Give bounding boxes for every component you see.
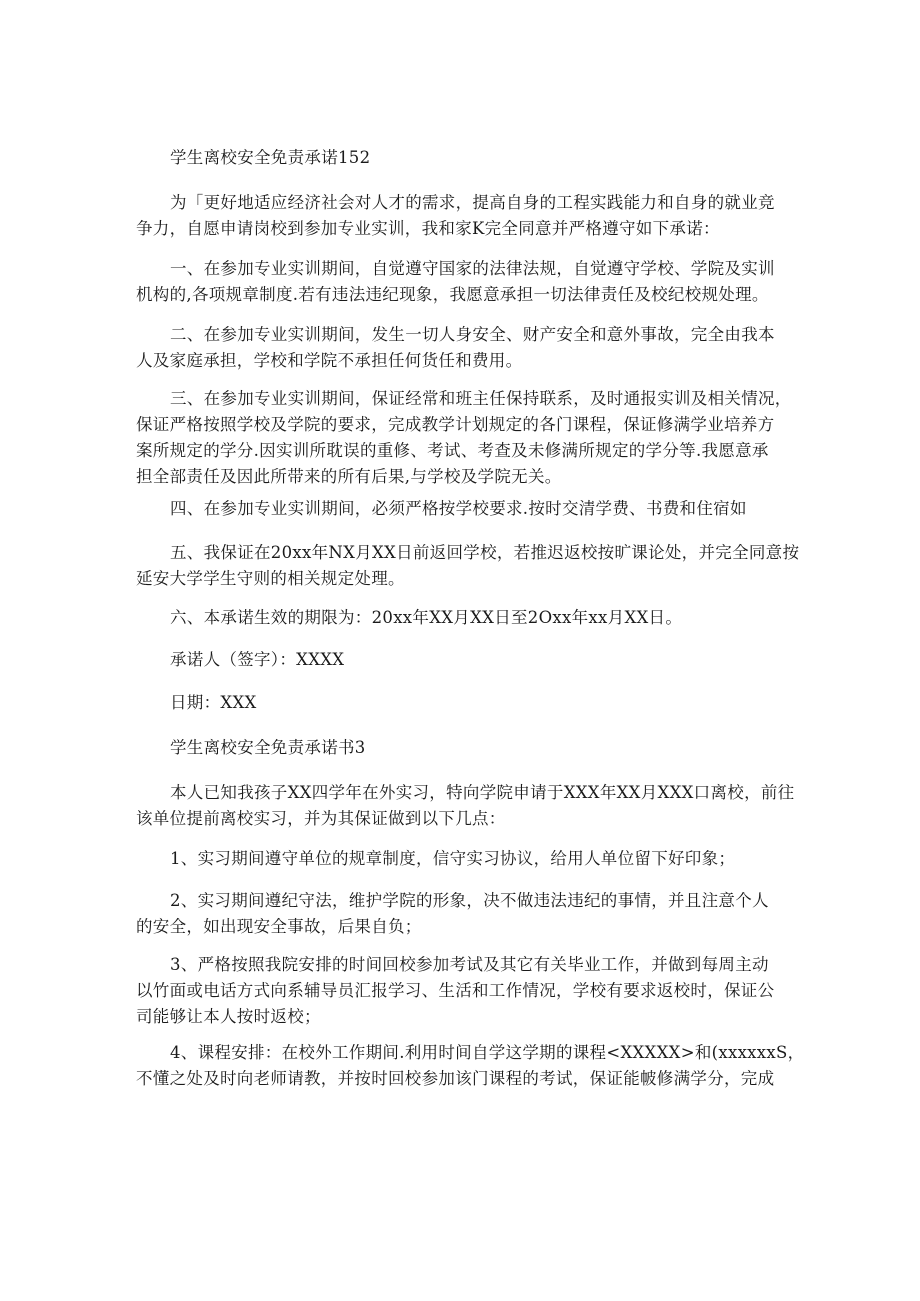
text-line: 2、实习期间遵纪守法，维护学院的形象，决不做违法违纪的事情，并且注意个人 [170,891,769,910]
text-line: 争力，自愿申请岗校到参加专业实训，我和家K完全同意并严格遵守如下承诺： [136,219,720,238]
commitment-item-4 [136,496,786,522]
intro-paragraph [136,190,786,242]
text-line: 1、实习期间遵守单位的规章制度，信守实习协议，给用人单位留下好印象； [170,849,736,868]
text-line: 为「更好地适应经济社会对人才的需求，提高自身的工程实践能力和自身的就业竞 [170,193,775,212]
text-line: 一、在参加专业实训期间，自觉遵守国家的法律法规，自觉遵守学校、学院及实训 [170,259,775,278]
guarantee-point-3 [136,952,786,1030]
text-line: 案所规定的学分.因实训所耽误的重修、考试、考查及未修满所规定的学分等.我愿意承 [136,441,769,460]
text-line: 四、在参加专业实训期间，必须严格按学校要求.按时交清学费、书费和住宿如 [170,499,747,518]
guarantee-point-4 [136,1040,805,1092]
guarantee-point-1 [136,846,786,872]
signer-line: 承诺人（签字）：XXXX [170,650,345,669]
text-line: 该单位提前离校实习，并为其保证做到以下几点： [136,809,506,828]
text-line: 司能够让本人按时返校； [136,1007,321,1026]
section-title-2: 学生离校安全免责承诺书3 [170,738,366,757]
commitment-item-3 [136,386,792,490]
commitment-item-6 [136,605,786,631]
text-line: 担全部责任及因此所带来的所有后果,与学校及学院无关。 [136,467,562,486]
text-line: 五、我保证在20xx年NX月XX日前返回学校，若推迟返校按旷课论处，并完全同意按 [170,543,800,562]
guarantee-point-2 [136,888,786,940]
text-line: 二、在参加专业实训期间，发生一切人身安全、财产安全和意外事故，完全由我本 [170,325,775,344]
text-line: 延安大学学生守则的相关规定处理。 [136,569,405,588]
text-line: 六、本承诺生效的期限为：20xx年XX月XX日至2Oxx年xx月XX日。 [170,608,683,627]
text-line: 3、严格按照我院安排的时间回校参加考试及其它有关毕业工作，并做到每周主动 [170,955,769,974]
text-line: 4、课程安排：在校外工作期间.利用时间自学这学期的课程<XXXXX>和(xxxxxxS， [170,1043,805,1062]
text-line: 不懂之处及时向老师请教，并按时回校参加该门课程的考试，保证能帔修满学分，完成 [136,1069,775,1088]
text-line: 机构的,各项规章制度.若有违法违纪现象，我愿意承担一切法律责任及校纪校规处理。 [136,285,769,304]
commitment-item-5 [136,540,800,592]
text-line: 三、在参加专业实训期间，保证经常和班主任保持联系，及时通报实训及相关情况， [170,389,792,408]
text-line: 保证严格按照学校及学院的要求，完成教学计划规定的各门课程，保证修满学业培养方 [136,415,775,434]
intro-paragraph-2 [136,780,795,832]
text-line: 人及家庭承担，学校和学院不承担任何货任和费用。 [136,351,523,370]
section-title-1: 学生离校安全免责承诺152 [170,148,371,167]
text-line: 以竹面或电话方式向系辅导员汇报学习、生活和工作情况，学校有要求返校时，保证公 [136,981,775,1000]
commitment-item-1 [136,256,786,308]
date-line: 日期：XXX [170,693,257,712]
text-line: 本人已知我孩子XX四学年在外实习，特向学院申请于XXX年XX月XXX口离校，前往 [170,783,795,802]
commitment-item-2 [136,322,786,374]
text-line: 的安全，如出现安全事故，后果自负； [136,917,422,936]
